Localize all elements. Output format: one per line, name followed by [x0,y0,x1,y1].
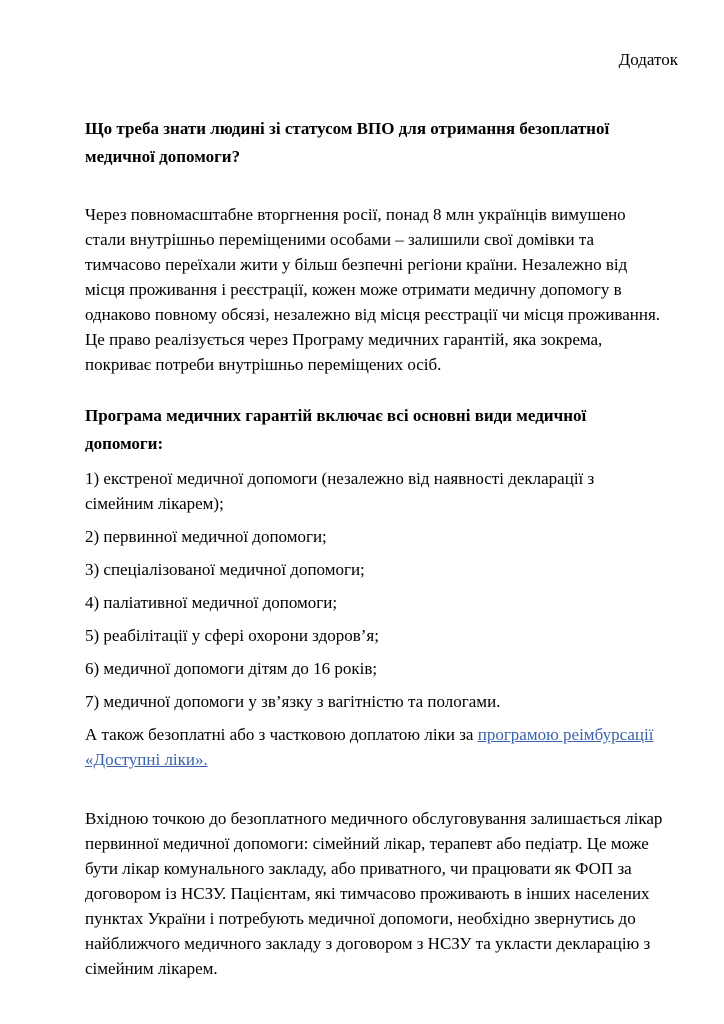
entry-point-paragraph: Вхідною точкою до безоплатного медичного обслуговування залишається лікар первинної медичної допомоги: сімейний лікар, терапевт або педіатр. Це може бути лікар комунального закладу, або приватного, чи працювати як ФОП за договором із НСЗУ. Пацієнтам, які тимчасово проживають в інших населених пунктах України і потребують медичної допомоги, необхідно звернутись до найближчого медичного закладу з договором з НСЗУ та укласти декларацію з сімейним лікарем. [85,809,663,978]
list-item-emergency-care: 1) екстреної медичної допомоги (незалежно від наявності декларації з сімейним лікарем); [85,469,595,513]
reimbursement-paragraph [85,722,667,772]
reimbursement-text: А також безоплатні або з частковою доплатою ліки за [85,725,478,744]
list-item-rehabilitation: 5) реабілітації у сфері охорони здоров’я; [85,626,379,645]
services-list-heading: Програма медичних гарантій включає всі основні види медичної допомоги: [85,406,587,453]
list-item-children-care: 6) медичної допомоги дітям до 16 років; [85,659,378,678]
list-item-primary-care: 2) первинної медичної допомоги; [85,527,327,546]
reimbursement-link[interactable]: програмою реімбурсації «Доступні ліки». [85,725,654,769]
annex-label: Додаток [618,50,678,69]
document-title: Що треба знати людині зі статусом ВПО для отримання безоплатної медичної допомоги? [85,119,610,166]
intro-paragraph: Через повномасштабне вторгнення росії, понад 8 млн українців вимушено стали внутрішньо переміщеними особами – залишили свої домівки та тимчасово переїхали жити у більш безпечні регіони країни. Незалежно від місця проживання і реєстрації, кожен може отримати медичну допомогу в однаково повному обсязі, незалежно від місця реєстрації чи місця проживання. Це право реалізується через Програму медичних гарантій, яка зокрема, покриває потреби внутрішньо переміщених осіб. [85,205,661,374]
list-item-palliative-care: 4) паліативної медичної допомоги; [85,593,338,612]
list-item-specialized-care: 3) спеціалізованої медичної допомоги; [85,560,365,579]
list-item-pregnancy-care: 7) медичної допомоги у зв’язку з вагітністю та пологами. [85,692,501,711]
